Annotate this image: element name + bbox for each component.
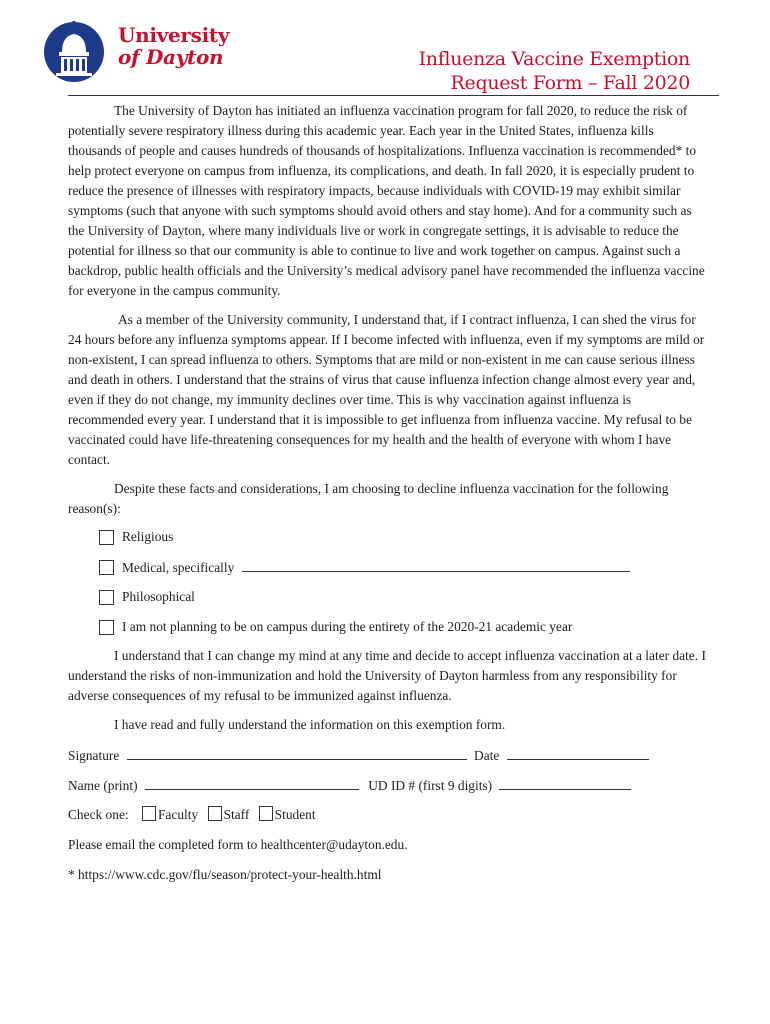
student-checkbox[interactable] bbox=[259, 806, 273, 821]
option-label: Medical, specifically bbox=[122, 560, 235, 575]
acknowledgement-paragraph: As a member of the University community, I understand that, if I contract influenza, I can shed the virus for 24 hours before any influenza symptoms appear. If I become infected with influenza, even if my symptoms are mild or non-existent, I can spread influenza to others. Symptoms that are mild or non-existent in me can cause serious illness and death in others. I understand that the strains of virus that cause influenza infection change almost every year and, even if they do not change, my immunity declines over time. This is why vaccination against influenza is recommended every year. I understand that it is impossible to get influenza from influenza vaccine. My refusal to be vaccinated could have life-threatening consequences for my health and the health of everyone with whom I have contact. bbox=[68, 312, 705, 467]
waiver-paragraph: I understand that I can change my mind at any time and decide to accept influenza vaccination at a later date. I understand the risks of non-immunization and hold the University of Dayton harmless from any responsibility for adverse consequences of my refusal to be immunized against influenza. bbox=[68, 648, 706, 703]
signature-field[interactable] bbox=[127, 745, 467, 760]
decline-paragraph: Despite these facts and considerations, I am choosing to decline influenza vaccination for the following reason(s): bbox=[68, 481, 669, 516]
logo-line-2: of Dayton bbox=[118, 45, 224, 69]
form-body bbox=[68, 101, 708, 885]
philosophical-checkbox[interactable] bbox=[99, 590, 114, 605]
intro-paragraph: The University of Dayton has initiated an influenza vaccination program for fall 2020, to reduce the risk of potentially severe respiratory illness during this academic year. Each year in the United States, influenza kills thousands of people and causes hundreds of thousands of hospitalizations. Influenza vaccination is recommended* to help protect everyone on campus from influenza, its complications, and death. In fall 2020, it is especially prudent to reduce the presence of illnesses with respiratory impacts, because individuals with COVID-19 may exhibit similar symptoms (such that anyone with such symptoms should avoid others and stay home). And for a community such as the University of Dayton, where many individuals live or work in congregate settings, it is advisable to reduce the potential for illness so that our community is able to continue to live and work together on campus. Against such a backdrop, public health officials and the University’s medical advisory panel have recommended the influenza vaccine for everyone in the campus community. bbox=[68, 103, 705, 298]
reason-options bbox=[68, 527, 708, 637]
date-label: Date bbox=[474, 748, 500, 763]
option-religious[interactable] bbox=[68, 527, 708, 547]
medical-checkbox[interactable] bbox=[99, 560, 114, 575]
email-instruction-row bbox=[68, 835, 708, 855]
option-label: Philosophical bbox=[122, 589, 195, 604]
option-philosophical[interactable] bbox=[68, 587, 708, 607]
not-on-campus-checkbox[interactable] bbox=[99, 620, 114, 635]
university-logo bbox=[42, 18, 230, 84]
reference-row bbox=[68, 865, 708, 885]
logo-line-1: University bbox=[118, 23, 230, 47]
signature-row bbox=[68, 745, 708, 765]
title-divider bbox=[68, 95, 719, 96]
form-title bbox=[370, 47, 690, 95]
faculty-label: Faculty bbox=[157, 807, 199, 822]
read-confirmation: I have read and fully understand the information on this exemption form. bbox=[114, 717, 506, 732]
staff-checkbox[interactable] bbox=[208, 806, 222, 821]
option-medical[interactable] bbox=[68, 557, 708, 577]
student-label: Student bbox=[274, 807, 316, 822]
udid-label: UD ID # (first 9 digits) bbox=[368, 778, 493, 793]
option-not-on-campus[interactable] bbox=[68, 617, 708, 637]
udid-field[interactable] bbox=[499, 775, 631, 790]
name-label: Name (print) bbox=[68, 778, 138, 793]
medical-reason-field[interactable] bbox=[242, 557, 630, 572]
faculty-checkbox[interactable] bbox=[142, 806, 156, 821]
check-one-label: Check one: bbox=[68, 807, 129, 822]
form-title-line-2: Request Form – Fall 2020 bbox=[450, 72, 690, 94]
signature-label: Signature bbox=[68, 748, 120, 763]
option-label: Religious bbox=[122, 529, 174, 544]
religious-checkbox[interactable] bbox=[99, 530, 114, 545]
staff-label: Staff bbox=[223, 807, 250, 822]
option-label: I am not planning to be on campus during the entirety of the 2020-21 academic year bbox=[122, 619, 573, 634]
chapel-dome-logo-icon bbox=[42, 18, 106, 82]
email-instruction: Please email the completed form to healthcenter@udayton.edu. bbox=[68, 837, 408, 852]
name-field[interactable] bbox=[145, 775, 359, 790]
cdc-reference: * https://www.cdc.gov/flu/season/protect-your-health.html bbox=[68, 867, 382, 882]
date-field[interactable] bbox=[507, 745, 649, 760]
name-row bbox=[68, 775, 708, 795]
logo-wordmark bbox=[118, 24, 229, 68]
form-title-line-1: Influenza Vaccine Exemption bbox=[418, 48, 690, 70]
check-one-row bbox=[68, 805, 708, 825]
